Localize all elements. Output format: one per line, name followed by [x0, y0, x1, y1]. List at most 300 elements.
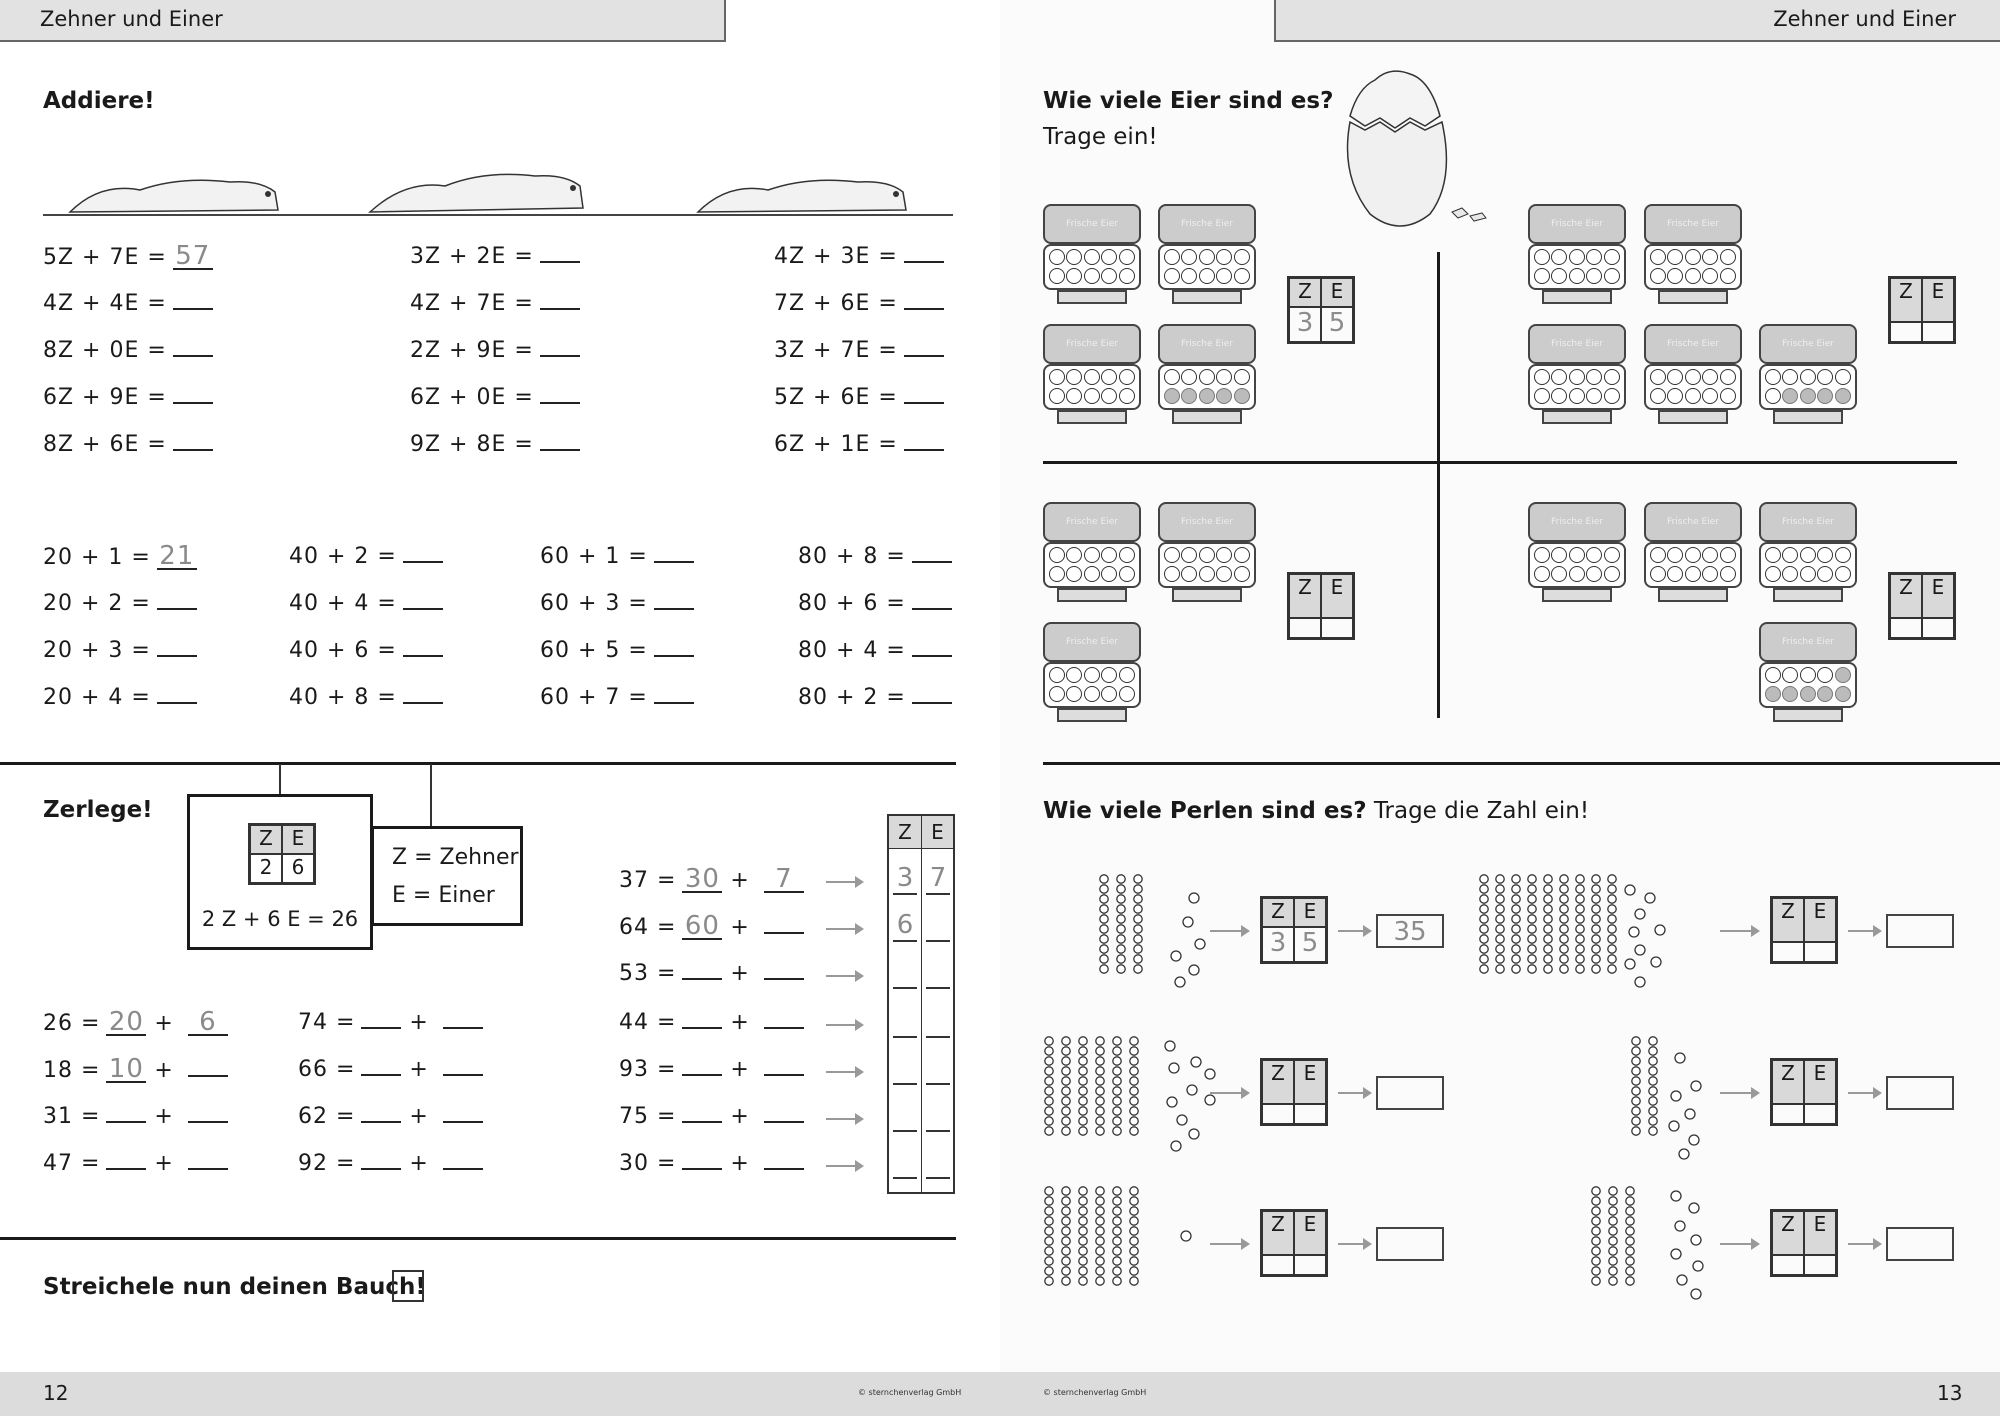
carton-lid: Frische Eier — [1759, 502, 1857, 542]
section-divider — [0, 762, 956, 765]
ze-tens-cell[interactable] — [893, 1053, 917, 1085]
caterpillar-icon — [688, 172, 918, 218]
egg-icon — [1586, 566, 1602, 582]
egg-icon — [1049, 547, 1065, 563]
answer-blank[interactable] — [904, 308, 944, 310]
carton-base — [1057, 708, 1127, 722]
egg-icon — [1049, 369, 1065, 385]
egg-icon — [1049, 686, 1065, 702]
ones-blank[interactable]: 6 — [188, 1010, 228, 1036]
answer-blank[interactable] — [403, 655, 443, 657]
egg-icon — [1817, 547, 1833, 563]
number-answer-box[interactable] — [1886, 1227, 1954, 1261]
equation-text: 40 + 4 = — [289, 591, 397, 616]
carton-base — [1542, 290, 1612, 304]
carton-tray — [1644, 542, 1742, 588]
egg-icon — [1650, 388, 1666, 404]
ze-table — [1260, 1209, 1328, 1277]
answer-blank[interactable] — [540, 261, 580, 263]
ze-e-input[interactable] — [1294, 1255, 1326, 1275]
bead-rods-icon — [1590, 1184, 1651, 1298]
egg-carton — [1528, 324, 1626, 426]
ze-z-value: 2 — [250, 854, 282, 883]
ze-tens-cell[interactable]: 3 — [893, 863, 917, 895]
ze-tens-cell[interactable] — [893, 1006, 917, 1038]
arrow-icon — [826, 1165, 862, 1167]
answer-blank[interactable] — [403, 561, 443, 563]
tens-blank[interactable]: 30 — [682, 867, 722, 893]
egg-icon — [1685, 388, 1701, 404]
addition-equation — [774, 385, 944, 410]
decompose-equation — [619, 1057, 804, 1082]
egg-icon — [1685, 268, 1701, 284]
ze-z-input[interactable] — [1289, 618, 1321, 638]
plus-sign: + — [722, 915, 758, 940]
egg-icon — [1181, 547, 1197, 563]
answer-blank[interactable] — [654, 608, 694, 610]
ze-e-input[interactable]: 5 — [1321, 307, 1353, 342]
ones-blank[interactable] — [764, 978, 804, 980]
ze-e-header: E — [1321, 574, 1353, 618]
egg-icon — [1765, 686, 1781, 702]
right-footer — [1000, 1372, 2000, 1416]
ones-blank[interactable] — [188, 1168, 228, 1170]
ze-z-header: Z — [1772, 1211, 1804, 1255]
egg-carton — [1043, 324, 1141, 426]
answer-blank[interactable] — [654, 655, 694, 657]
right-page — [1000, 0, 2000, 1416]
ze-e-input[interactable]: 5 — [1294, 927, 1326, 962]
egg-icon — [1199, 566, 1215, 582]
egg-icon — [1066, 686, 1082, 702]
egg-icon — [1234, 268, 1250, 284]
equation-number: 66 = — [298, 1057, 356, 1082]
equation-text: 2Z + 9E = — [410, 338, 534, 363]
ones-blank[interactable] — [443, 1168, 483, 1170]
ze-tens-cell[interactable] — [893, 1147, 917, 1179]
number-answer-box[interactable]: 35 — [1376, 914, 1444, 948]
carton-tray — [1644, 364, 1742, 410]
ones-blank[interactable] — [443, 1027, 483, 1029]
egg-carton — [1644, 204, 1742, 306]
answer-blank[interactable] — [157, 702, 197, 704]
tens-blank[interactable] — [682, 1168, 722, 1170]
arrow-icon — [1210, 1092, 1248, 1094]
equation-text: 3Z + 7E = — [774, 338, 898, 363]
egg-icon — [1604, 268, 1620, 284]
egg-icon — [1084, 547, 1100, 563]
page-number: 12 — [43, 1381, 69, 1405]
number-answer-box[interactable] — [1886, 1076, 1954, 1110]
ze-tens-cell[interactable] — [893, 1100, 917, 1132]
sum-equation — [43, 591, 197, 616]
ze-e-header: E — [1922, 574, 1954, 618]
tens-blank[interactable] — [361, 1121, 401, 1123]
egg-icon — [1084, 686, 1100, 702]
egg-icon — [1101, 388, 1117, 404]
copyright: © sternchenverlag GmbH — [858, 1388, 962, 1397]
decompose-equation — [43, 1151, 228, 1176]
ze-e-input[interactable] — [1922, 322, 1954, 342]
egg-icon — [1216, 268, 1232, 284]
ze-table — [1287, 276, 1355, 344]
ones-blank[interactable]: 7 — [764, 867, 804, 893]
decompose-equation — [619, 1010, 804, 1035]
ze-z-input[interactable]: 3 — [1289, 307, 1321, 342]
decompose-equation — [619, 1151, 804, 1176]
egg-icon — [1049, 249, 1065, 265]
streichele-checkbox[interactable] — [392, 1270, 424, 1302]
ze-ones-cell[interactable] — [926, 1100, 950, 1132]
answer-blank[interactable] — [654, 561, 694, 563]
egg-icon — [1685, 566, 1701, 582]
example-box — [187, 794, 373, 950]
ones-blank[interactable] — [764, 1168, 804, 1170]
ze-e-header: E — [1804, 1060, 1836, 1104]
equation-text: 40 + 8 = — [289, 685, 397, 710]
egg-icon — [1782, 388, 1798, 404]
answer-blank[interactable] — [173, 308, 213, 310]
equation-text: 6Z + 9E = — [43, 385, 167, 410]
equation-number: 92 = — [298, 1151, 356, 1176]
ze-z-input[interactable] — [1890, 618, 1922, 638]
egg-icon — [1817, 369, 1833, 385]
equation-number: 26 = — [43, 1011, 101, 1036]
ze-z-input[interactable] — [1262, 1104, 1294, 1124]
egg-icon — [1216, 566, 1232, 582]
ze-z-input[interactable] — [1262, 1255, 1294, 1275]
addition-equation — [410, 432, 580, 457]
egg-icon — [1835, 388, 1851, 404]
egg-icon — [1835, 369, 1851, 385]
egg-icon — [1720, 268, 1736, 284]
ze-e-header: E — [1294, 1060, 1326, 1104]
ze-e-input[interactable] — [1294, 1104, 1326, 1124]
ones-blank[interactable] — [764, 1074, 804, 1076]
bead-rods-icon — [1043, 1184, 1155, 1298]
tens-blank[interactable] — [361, 1168, 401, 1170]
arrow-icon — [1720, 1092, 1758, 1094]
tens-blank[interactable]: 10 — [106, 1057, 146, 1083]
egg-carton — [1644, 502, 1742, 604]
left-header-tab — [0, 0, 726, 42]
ze-e-header: E — [1804, 898, 1836, 942]
sum-equation — [289, 685, 443, 710]
egg-icon — [1119, 249, 1135, 265]
ze-tens-cell[interactable] — [893, 957, 917, 989]
carton-tray — [1043, 364, 1141, 410]
answer-blank[interactable] — [157, 655, 197, 657]
arrow-icon — [1210, 1243, 1248, 1245]
tens-blank[interactable] — [682, 1074, 722, 1076]
answer-blank[interactable] — [173, 449, 213, 451]
carton-tray — [1158, 364, 1256, 410]
ze-ones-cell[interactable] — [926, 910, 950, 942]
egg-icon — [1702, 388, 1718, 404]
answer-blank[interactable] — [904, 449, 944, 451]
answer-blank[interactable] — [540, 449, 580, 451]
ze-z-header: Z — [1262, 898, 1294, 927]
equation-text: 20 + 1 = — [43, 545, 151, 570]
egg-icon — [1101, 249, 1117, 265]
ze-z-header: Z — [1262, 1211, 1294, 1255]
addiere-title: Addiere! — [43, 88, 155, 114]
equation-text: 60 + 1 = — [540, 544, 648, 569]
arrow-icon — [1720, 1243, 1758, 1245]
ze-e-input[interactable] — [1922, 618, 1954, 638]
addition-equation — [410, 244, 580, 269]
carton-base — [1057, 290, 1127, 304]
ze-ones-cell[interactable]: 7 — [926, 863, 950, 895]
egg-icon — [1650, 369, 1666, 385]
ones-blank[interactable] — [764, 1121, 804, 1123]
egg-carton — [1043, 502, 1141, 604]
decompose-equation — [43, 1104, 228, 1129]
ze-z-input[interactable] — [1890, 322, 1922, 342]
egg-icon — [1817, 388, 1833, 404]
ones-blank[interactable] — [188, 1121, 228, 1123]
ze-ones-cell[interactable] — [926, 957, 950, 989]
tens-blank[interactable]: 20 — [106, 1010, 146, 1036]
ze-z-input[interactable]: 3 — [1262, 927, 1294, 962]
equation-text: 60 + 5 = — [540, 638, 648, 663]
egg-icon — [1066, 249, 1082, 265]
tens-blank[interactable] — [106, 1168, 146, 1170]
egg-icon — [1604, 566, 1620, 582]
sum-equation — [540, 591, 694, 616]
ze-ones-cell[interactable] — [926, 1053, 950, 1085]
addition-equation — [43, 241, 213, 271]
egg-icon — [1066, 547, 1082, 563]
answer-blank[interactable] — [904, 355, 944, 357]
egg-icon — [1101, 686, 1117, 702]
decompose-equation — [619, 1104, 804, 1129]
answer-blank[interactable] — [654, 702, 694, 704]
ze-z-header: Z — [1289, 278, 1321, 307]
egg-icon — [1586, 249, 1602, 265]
sum-equation — [540, 638, 694, 663]
tens-blank[interactable] — [361, 1027, 401, 1029]
tens-blank[interactable] — [682, 1121, 722, 1123]
answer-blank[interactable]: 57 — [173, 244, 213, 270]
tens-blank[interactable]: 60 — [682, 914, 722, 940]
answer-blank[interactable] — [540, 308, 580, 310]
ze-table — [1770, 896, 1838, 964]
answer-blank[interactable] — [403, 608, 443, 610]
decompose-equation — [298, 1010, 483, 1035]
egg-icon — [1569, 566, 1585, 582]
egg-icon — [1534, 566, 1550, 582]
tens-blank[interactable] — [682, 1027, 722, 1029]
egg-icon — [1817, 566, 1833, 582]
answer-blank[interactable] — [173, 355, 213, 357]
egg-icon — [1702, 268, 1718, 284]
egg-icon — [1817, 667, 1833, 683]
answer-blank[interactable]: 21 — [157, 544, 197, 570]
ze-z-input[interactable] — [1772, 1104, 1804, 1124]
carton-lid: Frische Eier — [1644, 324, 1742, 364]
egg-icon — [1164, 369, 1180, 385]
equation-text: 20 + 3 = — [43, 638, 151, 663]
left-header-title: Zehner und Einer — [40, 7, 223, 31]
ones-blank[interactable] — [443, 1121, 483, 1123]
carton-base — [1542, 588, 1612, 602]
carton-lid: Frische Eier — [1043, 324, 1141, 364]
carton-lid: Frische Eier — [1043, 204, 1141, 244]
bead-rods-icon — [1043, 1034, 1155, 1148]
ze-e-header: E — [1922, 278, 1954, 322]
answer-blank[interactable] — [403, 702, 443, 704]
ze-z-header: Z — [250, 825, 282, 854]
carton-tray — [1759, 542, 1857, 588]
egg-icon — [1765, 388, 1781, 404]
ze-e-input[interactable] — [1321, 618, 1353, 638]
equation-number: 30 = — [619, 1151, 677, 1176]
ze-e-input[interactable] — [1804, 1255, 1836, 1275]
equation-text: 40 + 6 = — [289, 638, 397, 663]
ze-z-input[interactable] — [1772, 942, 1804, 962]
ze-ones-cell[interactable] — [926, 1147, 950, 1179]
egg-icon — [1800, 566, 1816, 582]
carton-base — [1542, 410, 1612, 424]
egg-icon — [1534, 249, 1550, 265]
egg-icon — [1101, 369, 1117, 385]
plus-sign: + — [722, 1010, 758, 1035]
equation-number: 74 = — [298, 1010, 356, 1035]
arrow-icon — [1848, 1243, 1880, 1245]
equation-text: 5Z + 7E = — [43, 245, 167, 270]
egg-carton — [1043, 204, 1141, 306]
number-answer-box[interactable] — [1376, 1227, 1444, 1261]
egg-icon — [1667, 268, 1683, 284]
equation-text: 5Z + 6E = — [774, 385, 898, 410]
egg-icon — [1650, 268, 1666, 284]
ze-z-header: Z — [1772, 898, 1804, 942]
egg-icon — [1551, 547, 1567, 563]
arrow-icon — [1338, 930, 1370, 932]
egg-icon — [1164, 249, 1180, 265]
number-answer-box[interactable] — [1376, 1076, 1444, 1110]
carton-base — [1773, 708, 1843, 722]
carton-base — [1172, 290, 1242, 304]
ze-e-header: E — [922, 816, 953, 849]
sum-equation — [289, 544, 443, 569]
answer-blank[interactable] — [912, 561, 952, 563]
number-answer-box[interactable] — [1886, 914, 1954, 948]
egg-icon — [1685, 369, 1701, 385]
addition-equation — [410, 385, 580, 410]
answer-blank[interactable] — [540, 402, 580, 404]
egg-carton — [1759, 324, 1857, 426]
answer-blank[interactable] — [912, 608, 952, 610]
ze-e-input[interactable] — [1804, 942, 1836, 962]
carton-tray — [1158, 244, 1256, 290]
plus-sign: + — [146, 1104, 182, 1129]
plus-sign: + — [722, 868, 758, 893]
answer-blank[interactable] — [904, 402, 944, 404]
egg-icon — [1551, 566, 1567, 582]
tens-blank[interactable] — [106, 1121, 146, 1123]
ze-e-header: E — [282, 825, 314, 854]
addition-equation — [43, 291, 213, 316]
sum-equation — [289, 591, 443, 616]
ze-tens-cell[interactable]: 6 — [893, 910, 917, 942]
arrow-icon — [1210, 930, 1248, 932]
carton-base — [1658, 290, 1728, 304]
carton-lid: Frische Eier — [1158, 502, 1256, 542]
egg-icon — [1650, 566, 1666, 582]
page-number: 13 — [1937, 1381, 1963, 1405]
ze-e-header: E — [1321, 278, 1353, 307]
equation-text: 20 + 4 = — [43, 685, 151, 710]
equation-text: 4Z + 4E = — [43, 291, 167, 316]
ze-z-input[interactable] — [1772, 1255, 1804, 1275]
egg-icon — [1782, 369, 1798, 385]
ze-z-header: Z — [1262, 1060, 1294, 1104]
plus-sign: + — [146, 1011, 182, 1036]
legend-box — [371, 826, 523, 926]
addition-equation — [774, 432, 944, 457]
ones-blank[interactable] — [764, 1027, 804, 1029]
egg-icon — [1551, 249, 1567, 265]
decompose-equation — [298, 1104, 483, 1129]
addition-equation — [410, 291, 580, 316]
tens-blank[interactable] — [361, 1074, 401, 1076]
egg-icon — [1216, 547, 1232, 563]
sum-equation — [43, 541, 197, 571]
egg-icon — [1119, 667, 1135, 683]
connector-line — [430, 764, 432, 826]
answer-blank[interactable] — [912, 702, 952, 704]
carton-lid: Frische Eier — [1158, 204, 1256, 244]
answer-blank[interactable] — [173, 402, 213, 404]
quadrant-vertical-line — [1437, 252, 1440, 718]
egg-icon — [1084, 388, 1100, 404]
carton-lid: Frische Eier — [1528, 502, 1626, 542]
egg-icon — [1164, 566, 1180, 582]
carton-base — [1658, 588, 1728, 602]
egg-icon — [1800, 547, 1816, 563]
egg-icon — [1569, 249, 1585, 265]
ze-e-input[interactable] — [1804, 1104, 1836, 1124]
ones-blank[interactable] — [188, 1075, 228, 1077]
zerlege-title: Zerlege! — [43, 797, 153, 823]
decompose-equation — [619, 961, 804, 986]
answer-blank[interactable] — [912, 655, 952, 657]
tens-blank[interactable] — [682, 978, 722, 980]
ones-blank[interactable] — [443, 1074, 483, 1076]
plus-sign: + — [722, 1151, 758, 1176]
plus-sign: + — [146, 1058, 182, 1083]
answer-blank[interactable] — [157, 608, 197, 610]
ones-blank[interactable] — [764, 932, 804, 934]
carton-tray — [1759, 662, 1857, 708]
ze-ones-cell[interactable] — [926, 1006, 950, 1038]
equation-text: 3Z + 2E = — [410, 244, 534, 269]
copyright: © sternchenverlag GmbH — [1043, 1388, 1147, 1397]
egg-icon — [1181, 369, 1197, 385]
egg-icon — [1720, 388, 1736, 404]
egg-icon — [1800, 686, 1816, 702]
eier-title: Wie viele Eier sind es? — [1043, 88, 1334, 114]
caterpillar-icon — [60, 172, 290, 218]
answer-blank[interactable] — [904, 261, 944, 263]
egg-carton — [1158, 204, 1256, 306]
egg-icon — [1199, 388, 1215, 404]
egg-shell-icon — [1330, 66, 1490, 236]
plus-sign: + — [401, 1057, 437, 1082]
answer-blank[interactable] — [540, 355, 580, 357]
